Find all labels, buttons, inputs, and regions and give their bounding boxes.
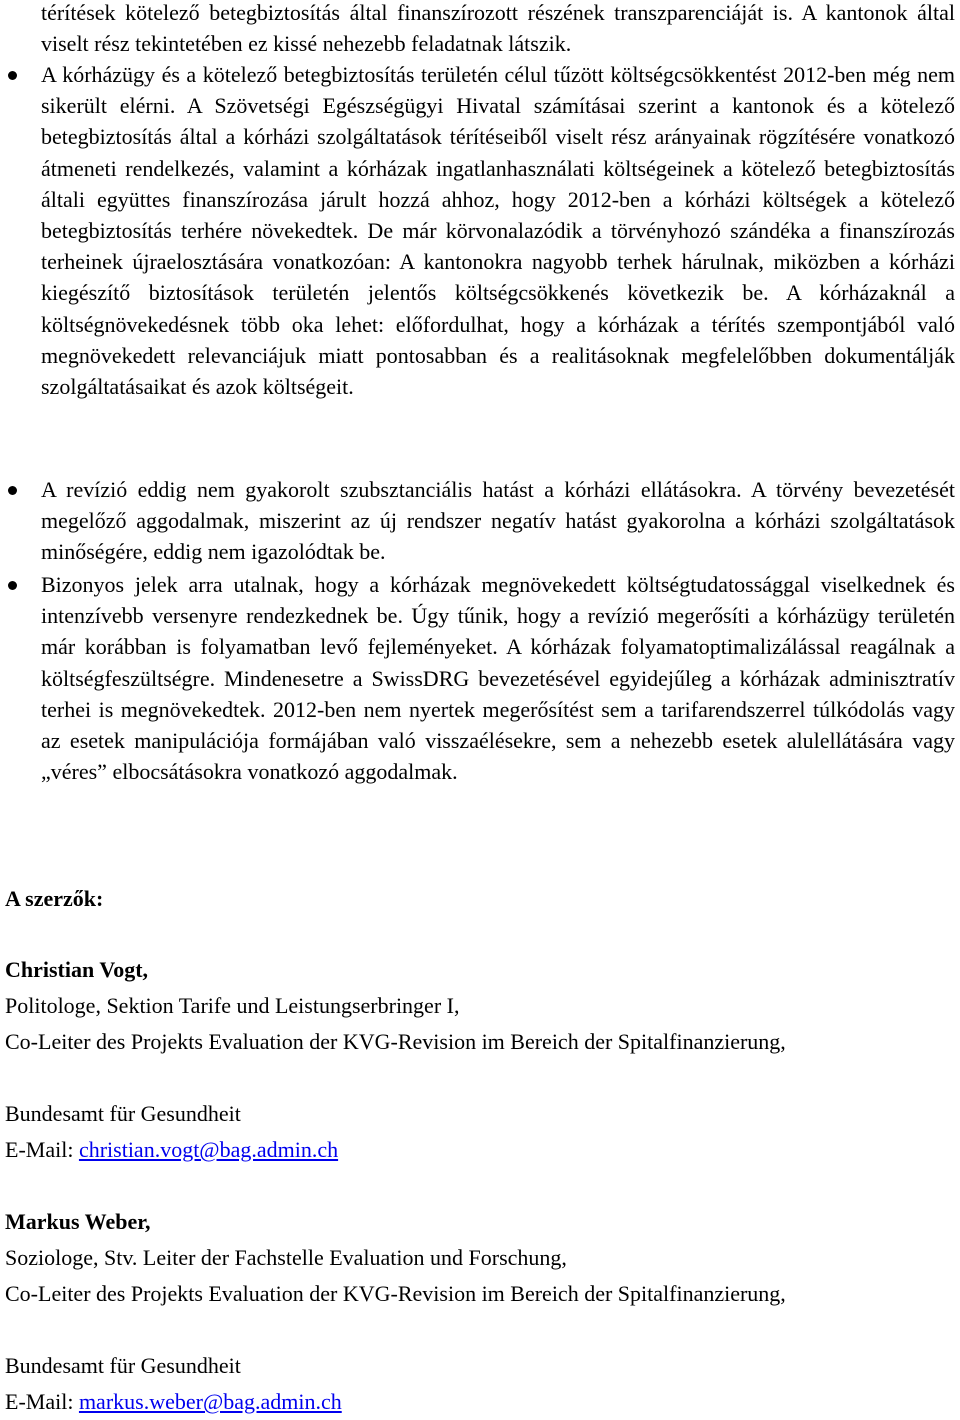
author-name: Markus Weber, bbox=[5, 1209, 151, 1234]
continuation-paragraph: térítések kötelező betegbiztosítás által finanszírozott részének transzparenciáját is. A kantonok által viselt rész tekintetében ez kissé nehezebb feladatnak látszik. bbox=[41, 0, 955, 57]
bullet-item-quality bbox=[41, 474, 955, 568]
author-role: Politologe, Sektion Tarife und Leistungserbringer I, bbox=[5, 993, 460, 1018]
email-label: E-Mail: bbox=[5, 1389, 74, 1414]
bullet-text: A kórházügy és a kötelező betegbiztosítás területén célul tűzött költségcsökkentést 2012-ben még nem sikerült elérni. A Szövetségi Egészségügyi Hivatal számításai szerint a kantonok és a kötelező betegbiztosítás által a kórházi szolgáltatások térítéseiből viselt rész arányainak rögzítésére vonatkozó átmeneti rendelkezés, valamint a kórházak ingatlanhasználati költségeinek a kötelező betegbiztosítás általi együttes finanszírozása járult hozzá ahhoz, hogy 2012-ben a kórházi költségek a kötelező betegbiztosítás terhére növekedtek. De már körvonalazódik a törvényhozó szándéka a finanszírozás terheinek újraelosztására vonatkozóan: A kantonokra nagyobb terhek hárulnak, miközben a kórházi kiegészítő biztosítások területén jelentős költségcsökkenés következik be. A kórházaknál a költségnövekedésnek több oka lehet: előfordulhat, hogy a kórházak a térítés szempontjából való megnövekedett relevanciájuk miatt pontosabban és a realitásoknak megfelelőbben dokumentálják szolgáltatásaikat és azok költségeit. bbox=[41, 62, 955, 400]
author-project: Co-Leiter des Projekts Evaluation der KVG-Revision im Bereich der Spitalfinanzierung, bbox=[5, 1029, 786, 1054]
author-role: Soziologe, Stv. Leiter der Fachstelle Evaluation und Forschung, bbox=[5, 1245, 567, 1270]
author-project: Co-Leiter des Projekts Evaluation der KVG-Revision im Bereich der Spitalfinanzierung, bbox=[5, 1281, 786, 1306]
bullet-text: Bizonyos jelek arra utalnak, hogy a kórházak megnövekedett költségtudatossággal viselkednek és intenzívebb versenyre rendezkednek be. Úgy tűnik, hogy a revízió megerősíti a kórházügy területén már korábban is folyamatban levő fejleményeket. A kórházak folyamatoptimalizálással reagálnak a költségfeszültségre. Mindenesetre a SwissDRG bevezetésével egyidejűleg a kórházak adminisztratív terhei is megnövekedtek. 2012-ben nem nyertek megerősítést sem a tarifarendszerrel túlkódolás vagy az esetek manipulációja formájában való visszaélésekre, sem a nehezebb esetek alulellátására vagy „véres” elbocsátásokra vonatkozó aggodalmak. bbox=[41, 572, 955, 785]
author-name: Christian Vogt, bbox=[5, 957, 149, 982]
email-link[interactable]: christian.vogt@bag.admin.ch bbox=[78, 1137, 339, 1162]
author-office: Bundesamt für Gesundheit bbox=[5, 1353, 241, 1378]
bullet-item-competition bbox=[41, 569, 955, 787]
authors-heading: A szerzők: bbox=[5, 886, 104, 911]
author-email-line bbox=[5, 1134, 338, 1166]
email-link[interactable]: markus.weber@bag.admin.ch bbox=[78, 1389, 342, 1414]
bullet-icon bbox=[8, 71, 17, 80]
author-email-line bbox=[5, 1386, 342, 1418]
author-office: Bundesamt für Gesundheit bbox=[5, 1101, 241, 1126]
bullet-item-cost bbox=[41, 59, 955, 402]
bullet-icon bbox=[8, 581, 17, 590]
bullet-icon bbox=[8, 486, 17, 495]
email-label: E-Mail: bbox=[5, 1137, 74, 1162]
bullet-text: A revízió eddig nem gyakorolt szubsztanciális hatást a kórházi ellátásokra. A törvény bevezetését megelőző aggodalmak, miszerint az új rendszer negatív hatást gyakorolna a kórházi szolgáltatások minőségére, eddig nem igazolódtak be. bbox=[41, 477, 955, 565]
